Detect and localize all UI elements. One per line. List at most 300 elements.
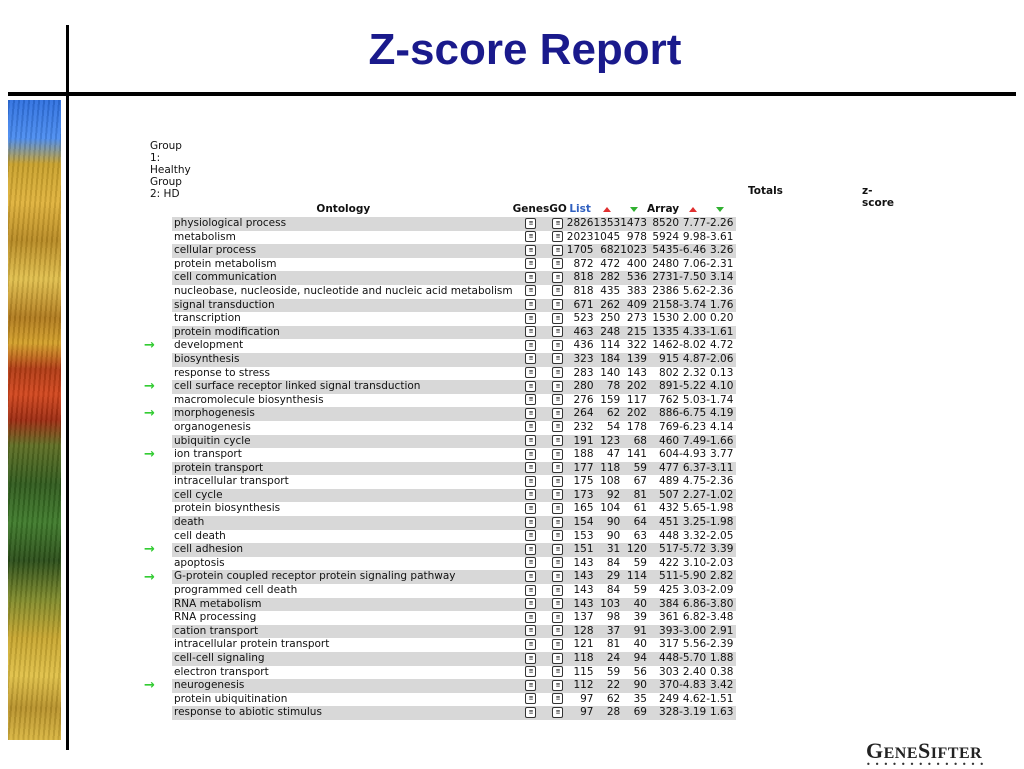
table-row	[172, 271, 736, 285]
go-term-icon[interactable]: ≡	[552, 285, 563, 296]
green-arrow-icon: →	[144, 542, 155, 558]
go-term-icon[interactable]: ≡	[552, 557, 563, 568]
zscore-up: 7.49	[679, 435, 706, 449]
ontology-term-link[interactable]: organogenesis	[174, 420, 251, 433]
up-count: 103	[594, 598, 621, 612]
go-term-icon[interactable]: ≡	[552, 218, 563, 229]
down-count: 59	[620, 462, 647, 476]
go-cell	[549, 367, 567, 381]
go-term-icon[interactable]: ≡	[552, 353, 563, 364]
zscore-up: -4.83	[679, 679, 707, 692]
ontology-term-link[interactable]: RNA metabolism	[172, 598, 513, 612]
genesifter-logo: GENESIFTER	[866, 738, 983, 763]
genes-list-icon[interactable]: ≡	[525, 299, 536, 310]
genes-list-icon[interactable]: ≡	[525, 258, 536, 269]
down-count: 215	[620, 326, 647, 340]
zscore-up: -3.74	[679, 298, 707, 311]
array-count: 303	[659, 665, 680, 678]
up-count: 282	[594, 271, 621, 285]
go-term-icon[interactable]: ≡	[552, 245, 563, 256]
zscore-up-sort-header[interactable]	[679, 202, 706, 217]
genes-list-icon[interactable]: ≡	[525, 653, 536, 664]
go-cell	[549, 435, 567, 449]
ontology-term-link[interactable]: programmed cell death	[174, 584, 298, 597]
up-sort-header[interactable]	[594, 202, 621, 217]
zscore-up: 2.27	[679, 489, 706, 503]
ontology-term-link[interactable]: metabolism	[174, 230, 236, 243]
list-count: 818	[573, 284, 594, 297]
down-count: 64	[620, 516, 647, 530]
green-triangle-down-icon[interactable]	[630, 207, 638, 212]
down-count: 202	[620, 407, 647, 421]
green-arrow-icon: →	[144, 569, 155, 585]
zscore-down: 4.19	[706, 407, 736, 421]
table-row	[172, 407, 736, 421]
zscore-down: -2.03	[706, 556, 734, 569]
array-count: 489	[659, 475, 680, 488]
ontology-term-link[interactable]: death	[172, 516, 513, 530]
list-count: 264	[567, 407, 594, 421]
zscore-down: 3.39	[706, 543, 736, 557]
down-count: 114	[620, 570, 647, 584]
ontology-term-link[interactable]: protein ubiquitination	[174, 692, 288, 705]
genes-cell	[513, 570, 550, 584]
genes-cell	[513, 625, 550, 639]
go-cell	[549, 231, 567, 245]
ontology-term-link[interactable]: intracellular protein transport	[174, 638, 330, 651]
genes-list-icon[interactable]: ≡	[525, 625, 536, 636]
genes-list-icon[interactable]: ≡	[525, 245, 536, 256]
ontology-term-link[interactable]: protein biosynthesis	[174, 502, 281, 515]
list-count: 97	[567, 706, 594, 720]
go-term-icon[interactable]: ≡	[552, 340, 563, 351]
table-row	[172, 421, 736, 435]
list-column-header[interactable]: List	[569, 202, 591, 215]
zscore-up: -5.90	[679, 570, 707, 583]
genes-column-header: Genes	[512, 202, 550, 215]
up-count: 59	[606, 665, 621, 678]
ontology-term-link[interactable]: cell adhesion	[172, 543, 513, 557]
go-term-icon[interactable]: ≡	[552, 625, 563, 636]
genes-cell	[513, 407, 550, 421]
genes-list-icon[interactable]: ≡	[525, 693, 536, 704]
ontology-term-link[interactable]: RNA processing	[174, 611, 257, 624]
go-cell	[549, 339, 567, 353]
go-cell	[549, 258, 567, 272]
ontology-term-link[interactable]: development	[174, 339, 244, 352]
go-cell	[549, 353, 567, 367]
zscore-up: -6.46	[679, 244, 707, 257]
array-count: 886	[647, 407, 679, 421]
go-term-icon[interactable]: ≡	[552, 313, 563, 324]
genes-list-icon[interactable]: ≡	[525, 680, 536, 691]
genes-list-icon[interactable]: ≡	[525, 313, 536, 324]
table-row	[172, 516, 736, 530]
zscore-up: 5.65	[682, 502, 707, 515]
genes-list-icon[interactable]: ≡	[525, 544, 536, 555]
down-count: 59	[633, 584, 647, 597]
go-term-icon[interactable]: ≡	[552, 707, 563, 718]
array-count: 2731	[647, 271, 679, 285]
ontology-term-link[interactable]: protein metabolism	[174, 257, 277, 270]
table-row	[172, 435, 736, 449]
up-count: 84	[606, 584, 621, 597]
ontology-term-link[interactable]: cation transport	[172, 625, 513, 639]
table-row	[172, 231, 736, 245]
genes-list-icon[interactable]: ≡	[525, 435, 536, 446]
array-count: 915	[647, 353, 679, 367]
zscore-up: -6.75	[679, 407, 707, 420]
zscore-down: -2.06	[706, 353, 736, 367]
zscore-up: 5.62	[682, 284, 707, 297]
ontology-term-link[interactable]: cellular process	[172, 244, 513, 258]
genes-cell	[513, 584, 550, 598]
genes-list-icon[interactable]: ≡	[525, 408, 536, 419]
up-count: 22	[594, 679, 621, 693]
zscore-up: 3.10	[682, 556, 707, 569]
genes-list-icon[interactable]: ≡	[525, 585, 536, 596]
up-count: 123	[594, 435, 621, 449]
genes-list-icon[interactable]: ≡	[525, 503, 536, 514]
ontology-term-link[interactable]: physiological process	[172, 217, 513, 231]
zscore-up: -5.22	[679, 380, 707, 393]
go-term-icon[interactable]: ≡	[552, 530, 563, 541]
zscore-down: 3.42	[706, 679, 736, 693]
go-term-icon[interactable]: ≡	[552, 571, 563, 582]
up-count: 81	[606, 638, 621, 651]
go-term-icon[interactable]: ≡	[552, 381, 563, 392]
ontology-term-link[interactable]: apoptosis	[174, 556, 225, 569]
array-count: 762	[659, 393, 680, 406]
list-count: 276	[573, 393, 594, 406]
zscore-down: 3.26	[706, 244, 736, 258]
go-cell	[549, 625, 567, 639]
down-count: 139	[620, 353, 647, 367]
table-row	[172, 530, 736, 544]
down-count: 40	[620, 598, 647, 612]
zscore-down: -2.26	[706, 217, 736, 231]
zscore-down: -2.36	[706, 475, 734, 488]
up-count: 37	[594, 625, 621, 639]
zscore-down: 4.10	[706, 380, 736, 394]
list-count: 175	[573, 475, 594, 488]
go-term-icon[interactable]: ≡	[552, 231, 563, 242]
table-row	[172, 584, 736, 598]
up-count: 29	[594, 570, 621, 584]
zscore-down-sort-header[interactable]	[706, 202, 736, 217]
ontology-term-link[interactable]: response to stress	[174, 366, 270, 379]
up-count: 140	[600, 366, 621, 379]
go-term-icon[interactable]: ≡	[552, 326, 563, 337]
go-term-icon[interactable]: ≡	[552, 666, 563, 677]
go-cell	[549, 326, 567, 340]
go-column-header: GO	[549, 202, 567, 215]
up-count: 184	[594, 353, 621, 367]
go-term-icon[interactable]: ≡	[552, 544, 563, 555]
table-row	[172, 462, 736, 476]
up-count: 78	[594, 380, 621, 394]
array-count: 604	[659, 448, 680, 461]
genes-cell	[513, 285, 550, 299]
array-count: 460	[647, 435, 679, 449]
up-count: 54	[606, 420, 621, 433]
ontology-term-link[interactable]: cell surface receptor linked signal transduction	[172, 380, 513, 394]
genes-cell	[513, 530, 550, 544]
zscore-down: 2.82	[706, 570, 736, 584]
genes-list-icon[interactable]: ≡	[525, 598, 536, 609]
up-count: 28	[594, 706, 621, 720]
genes-list-icon[interactable]: ≡	[525, 666, 536, 677]
down-count: 91	[620, 625, 647, 639]
genes-cell	[513, 258, 550, 272]
ontology-term-link[interactable]: ubiquitin cycle	[172, 435, 513, 449]
table-row	[172, 394, 736, 408]
genes-list-icon[interactable]: ≡	[525, 326, 536, 337]
list-count: 523	[573, 312, 594, 325]
zscore-up: 4.33	[679, 326, 706, 340]
slide-vertical-rule	[66, 25, 69, 750]
go-term-icon[interactable]: ≡	[552, 693, 563, 704]
list-count: 818	[567, 271, 594, 285]
zscore-up: -3.19	[679, 706, 707, 719]
ontology-term-link[interactable]: protein modification	[172, 326, 513, 340]
ontology-term-link[interactable]: ion transport	[174, 448, 242, 461]
go-term-icon[interactable]: ≡	[552, 612, 563, 623]
go-cell	[549, 652, 567, 666]
go-term-icon[interactable]: ≡	[552, 272, 563, 283]
genes-list-icon[interactable]: ≡	[525, 421, 536, 432]
up-count: 62	[606, 692, 621, 705]
go-cell	[549, 638, 567, 652]
red-triangle-up-icon[interactable]	[603, 207, 611, 212]
array-count: 422	[659, 556, 680, 569]
genes-list-icon[interactable]: ≡	[525, 639, 536, 650]
go-term-icon[interactable]: ≡	[552, 299, 563, 310]
table-row	[172, 380, 736, 394]
zscore-down: 4.14	[710, 420, 734, 433]
genes-list-icon[interactable]: ≡	[525, 272, 536, 283]
genes-list-icon[interactable]: ≡	[525, 340, 536, 351]
list-count: 191	[567, 435, 594, 449]
down-count: 90	[620, 679, 647, 693]
ontology-term-link[interactable]: macromolecule biosynthesis	[174, 393, 324, 406]
up-count: 104	[600, 502, 621, 515]
array-count: 1335	[647, 326, 679, 340]
array-count: 448	[659, 529, 680, 542]
genes-list-icon[interactable]: ≡	[525, 476, 536, 487]
list-count: 121	[573, 638, 594, 651]
down-count: 68	[620, 435, 647, 449]
genes-list-icon[interactable]: ≡	[525, 353, 536, 364]
genes-list-icon[interactable]: ≡	[525, 489, 536, 500]
zscore-up: 7.77	[679, 217, 706, 231]
ontology-term-link[interactable]: protein transport	[172, 462, 513, 476]
green-arrow-icon: →	[144, 379, 155, 395]
go-cell	[549, 462, 567, 476]
go-term-icon[interactable]: ≡	[552, 585, 563, 596]
go-term-icon[interactable]: ≡	[552, 421, 563, 432]
genes-list-icon[interactable]: ≡	[525, 612, 536, 623]
go-term-icon[interactable]: ≡	[552, 394, 563, 405]
down-count: 322	[626, 339, 647, 352]
go-term-icon[interactable]: ≡	[552, 462, 563, 473]
genes-list-icon[interactable]: ≡	[525, 394, 536, 405]
go-term-icon[interactable]: ≡	[552, 653, 563, 664]
totals-header: Totals	[748, 185, 783, 197]
array-count: 2480	[652, 257, 680, 270]
list-count: 188	[573, 448, 594, 461]
genes-cell	[513, 462, 550, 476]
ontology-term-link[interactable]: intracellular transport	[174, 475, 289, 488]
ontology-term-link[interactable]: cell communication	[172, 271, 513, 285]
table-row	[172, 489, 736, 503]
array-count: 384	[647, 598, 679, 612]
ontology-term-link[interactable]: response to abiotic stimulus	[172, 706, 513, 720]
list-count: 115	[573, 665, 594, 678]
table-row	[172, 285, 736, 299]
table-row	[172, 557, 736, 571]
list-count: 463	[567, 326, 594, 340]
genes-list-icon[interactable]: ≡	[525, 218, 536, 229]
zscore-down: -1.51	[706, 692, 734, 705]
go-cell	[549, 584, 567, 598]
down-count: 63	[633, 529, 647, 542]
down-count: 120	[620, 543, 647, 557]
zscore-down: -2.36	[706, 284, 734, 297]
genes-cell	[513, 516, 550, 530]
genes-list-icon[interactable]: ≡	[525, 517, 536, 528]
up-count: 472	[600, 257, 621, 270]
go-term-icon[interactable]: ≡	[552, 408, 563, 419]
go-term-icon[interactable]: ≡	[552, 517, 563, 528]
up-count: 114	[600, 339, 621, 352]
down-count: 117	[626, 393, 647, 406]
ontology-term-link[interactable]: G-protein coupled receptor protein signaling pathway	[172, 570, 513, 584]
slide-title: Z-score Report	[368, 25, 682, 74]
genes-list-icon[interactable]: ≡	[525, 557, 536, 568]
genes-cell	[513, 435, 550, 449]
go-term-icon[interactable]: ≡	[552, 476, 563, 487]
down-count: 273	[626, 312, 647, 325]
go-cell	[549, 448, 567, 462]
ontology-term-link[interactable]: cell cycle	[172, 489, 513, 503]
zscore-up: 3.32	[682, 529, 707, 542]
array-count: 328	[647, 706, 679, 720]
go-term-icon[interactable]: ≡	[552, 680, 563, 691]
genes-cell	[513, 271, 550, 285]
ontology-term-link[interactable]: transcription	[174, 312, 241, 325]
go-term-icon[interactable]: ≡	[552, 639, 563, 650]
list-count: 173	[567, 489, 594, 503]
table-row	[172, 353, 736, 367]
zscore-down: -3.48	[706, 611, 734, 624]
go-term-icon[interactable]: ≡	[552, 449, 563, 460]
genes-cell	[513, 448, 550, 462]
go-term-icon[interactable]: ≡	[552, 489, 563, 500]
go-cell	[549, 530, 567, 544]
down-count: 1023	[620, 244, 647, 257]
table-row	[172, 217, 736, 231]
zscore-up: 2.32	[682, 366, 707, 379]
array-count: 448	[647, 652, 679, 666]
ontology-column-header[interactable]: Ontology	[316, 202, 371, 215]
genes-list-icon[interactable]: ≡	[525, 367, 536, 378]
ontology-term-link[interactable]: biosynthesis	[172, 353, 513, 367]
ontology-term-link[interactable]: signal transduction	[172, 299, 513, 313]
zscore-down: -3.11	[706, 462, 736, 476]
genes-cell	[513, 666, 550, 680]
ontology-term-link[interactable]: cell death	[174, 529, 226, 542]
ontology-term-link[interactable]: neurogenesis	[172, 679, 513, 693]
array-count: 249	[659, 692, 680, 705]
array-count: 511	[647, 570, 679, 584]
genes-cell	[513, 217, 550, 231]
list-count: 165	[573, 502, 594, 515]
genes-list-icon[interactable]: ≡	[525, 571, 536, 582]
genes-list-icon[interactable]: ≡	[525, 707, 536, 718]
genes-list-icon[interactable]: ≡	[525, 530, 536, 541]
go-term-icon[interactable]: ≡	[552, 435, 563, 446]
zscore-up: 4.75	[682, 475, 707, 488]
ontology-term-link[interactable]: electron transport	[174, 665, 269, 678]
ontology-term-link[interactable]: morphogenesis	[172, 407, 513, 421]
array-count: 393	[647, 625, 679, 639]
down-sort-header[interactable]	[620, 202, 647, 217]
genes-cell	[513, 557, 550, 571]
list-count: 112	[567, 679, 594, 693]
table-row	[172, 543, 736, 557]
ontology-term-link[interactable]: cell-cell signaling	[172, 652, 513, 666]
array-column-header[interactable]: Array	[646, 202, 680, 215]
genes-list-icon[interactable]: ≡	[525, 231, 536, 242]
green-triangle-down-icon[interactable]	[716, 207, 724, 212]
genes-list-icon[interactable]: ≡	[525, 285, 536, 296]
go-term-icon[interactable]: ≡	[552, 503, 563, 514]
array-count: 8520	[647, 217, 679, 231]
zscore-up: 7.06	[682, 257, 707, 270]
slide-horizontal-rule	[8, 92, 1016, 96]
array-count: 432	[659, 502, 680, 515]
go-term-icon[interactable]: ≡	[552, 367, 563, 378]
array-count: 507	[647, 489, 679, 503]
up-count: 90	[594, 516, 621, 530]
zscore-up: -3.00	[679, 624, 707, 637]
zscore-up: 9.98	[682, 230, 707, 243]
zscore-up: 3.03	[682, 584, 707, 597]
red-triangle-up-icon[interactable]	[689, 207, 697, 212]
genes-cell	[513, 244, 550, 258]
ontology-term-link[interactable]: nucleobase, nucleoside, nucleotide and nucleic acid metabolism	[174, 284, 513, 297]
zscore-up: -5.70	[679, 652, 707, 664]
zscore-down: -1.98	[706, 502, 734, 515]
genes-cell	[513, 475, 550, 489]
go-term-icon[interactable]: ≡	[552, 598, 563, 609]
zscore-up: 2.40	[682, 665, 707, 678]
go-term-icon[interactable]: ≡	[552, 258, 563, 269]
up-count: 31	[594, 543, 621, 557]
group1-label: Group 1: Healthy	[150, 140, 191, 176]
genes-list-icon[interactable]: ≡	[525, 449, 536, 460]
genes-list-icon[interactable]: ≡	[525, 381, 536, 392]
genes-list-icon[interactable]: ≡	[525, 462, 536, 473]
table-row	[172, 502, 736, 516]
go-cell	[549, 679, 567, 693]
table-row	[172, 326, 736, 340]
array-count: 5924	[652, 230, 680, 243]
genes-cell	[513, 312, 550, 326]
zscore-up: 5.03	[682, 393, 707, 406]
array-count: 517	[647, 543, 679, 557]
